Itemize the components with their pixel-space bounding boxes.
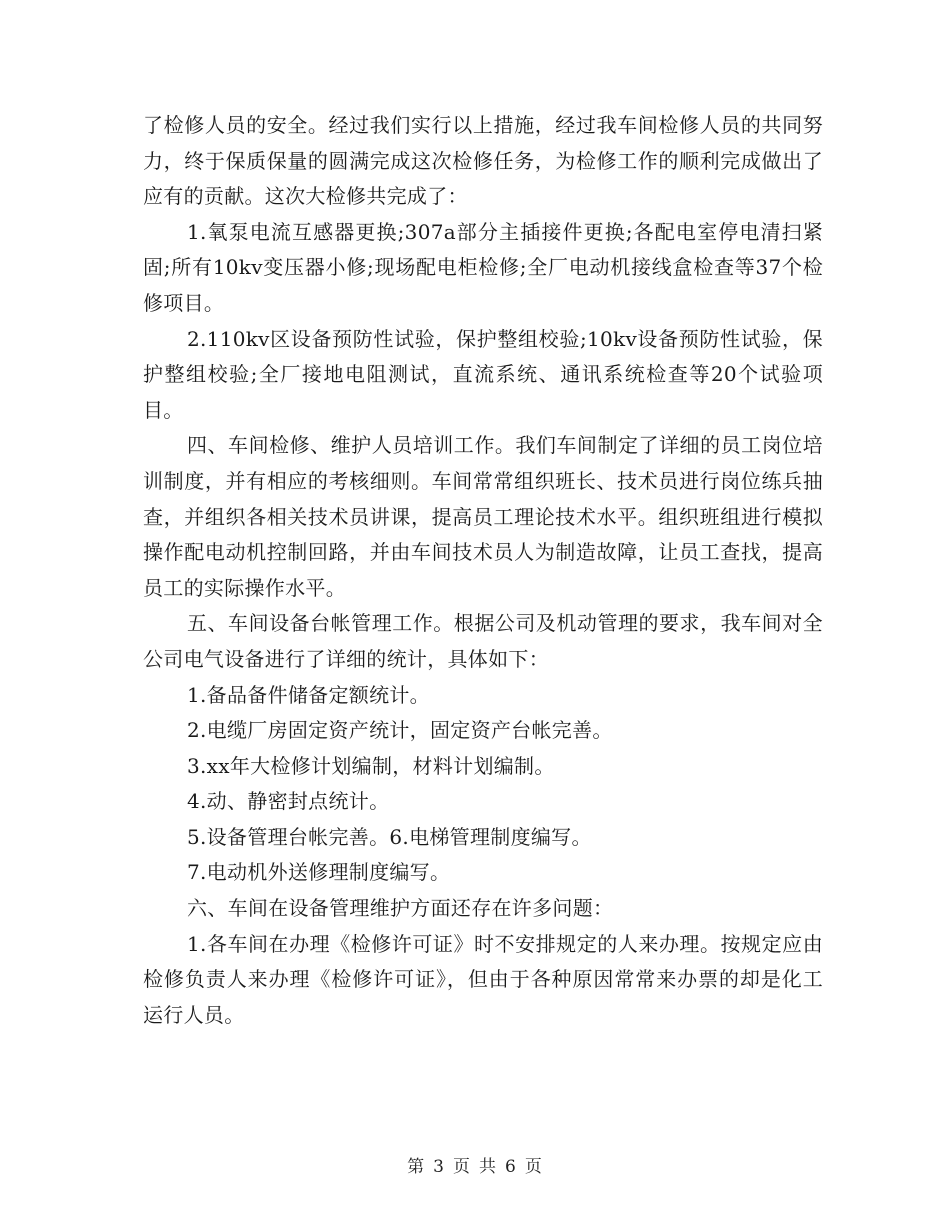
list-item: 1.各车间在办理《检修许可证》时不安排规定的人来办理。按规定应由检修负责人来办理《检修许可证》，但由于各种原因常常来办票的却是化工运行人员。	[143, 931, 823, 1027]
list-item: 3.xx年大检修计划编制，材料计划编制。	[187, 753, 555, 778]
paragraph: 五、车间设备台帐管理工作。根据公司及机动管理的要求，我车间对全公司电气设备进行了详细的统计，具体如下：	[143, 611, 823, 671]
list-item: 1.备品备件储备定额统计。	[187, 682, 430, 707]
page-label-suffix: 页	[524, 1157, 543, 1177]
paragraph: 1.氧泵电流互感器更换;307a部分主插接件更换;各配电室停电清扫紧固;所有10kv变压器小修;现场配电柜检修;全厂电动机接线盒检查等37个检修项目。	[143, 219, 823, 315]
section-heading: 六、车间在设备管理维护方面还存在许多问题：	[187, 896, 614, 921]
list-item: 4.动、静密封点统计。	[187, 789, 390, 814]
list-item: 5.设备管理台帐完善。6.电梯管理制度编写。	[187, 824, 592, 849]
document-body	[143, 108, 823, 1033]
current-page-number: 3	[433, 1157, 445, 1177]
paragraph: 了检修人员的安全。经过我们实行以上措施，经过我车间检修人员的共同努力，终于保质保量的圆满完成这次检修任务，为检修工作的顺利完成做出了应有的贡献。这次大检修共完成了：	[143, 113, 823, 209]
page-label-mid2: 共	[479, 1157, 497, 1177]
page-label-prefix: 第	[407, 1157, 426, 1177]
paragraph: 四、车间检修、维护人员培训工作。我们车间制定了详细的员工岗位培训制度，并有相应的考核细则。车间常常组织班长、技术员进行岗位练兵抽查，并组织各相关技术员讲课，提高员工理论技术水平。组织班组进行模拟操作配电动机控制回路，并由车间技术员人为制造故障，让员工查找，提高员工的实际操作水平。	[143, 433, 823, 600]
page-footer	[0, 1152, 950, 1177]
page-label-mid1: 页	[453, 1157, 471, 1177]
list-item: 7.电动机外送修理制度编写。	[187, 860, 451, 885]
total-pages-number: 6	[505, 1157, 517, 1177]
list-item: 2.电缆厂房固定资产统计，固定资产台帐完善。	[187, 718, 613, 743]
paragraph: 2.110kv区设备预防性试验，保护整组校验;10kv设备预防性试验，保护整组校验;全厂接地电阻测试，直流系统、通讯系统检查等20个试验项目。	[143, 326, 823, 422]
